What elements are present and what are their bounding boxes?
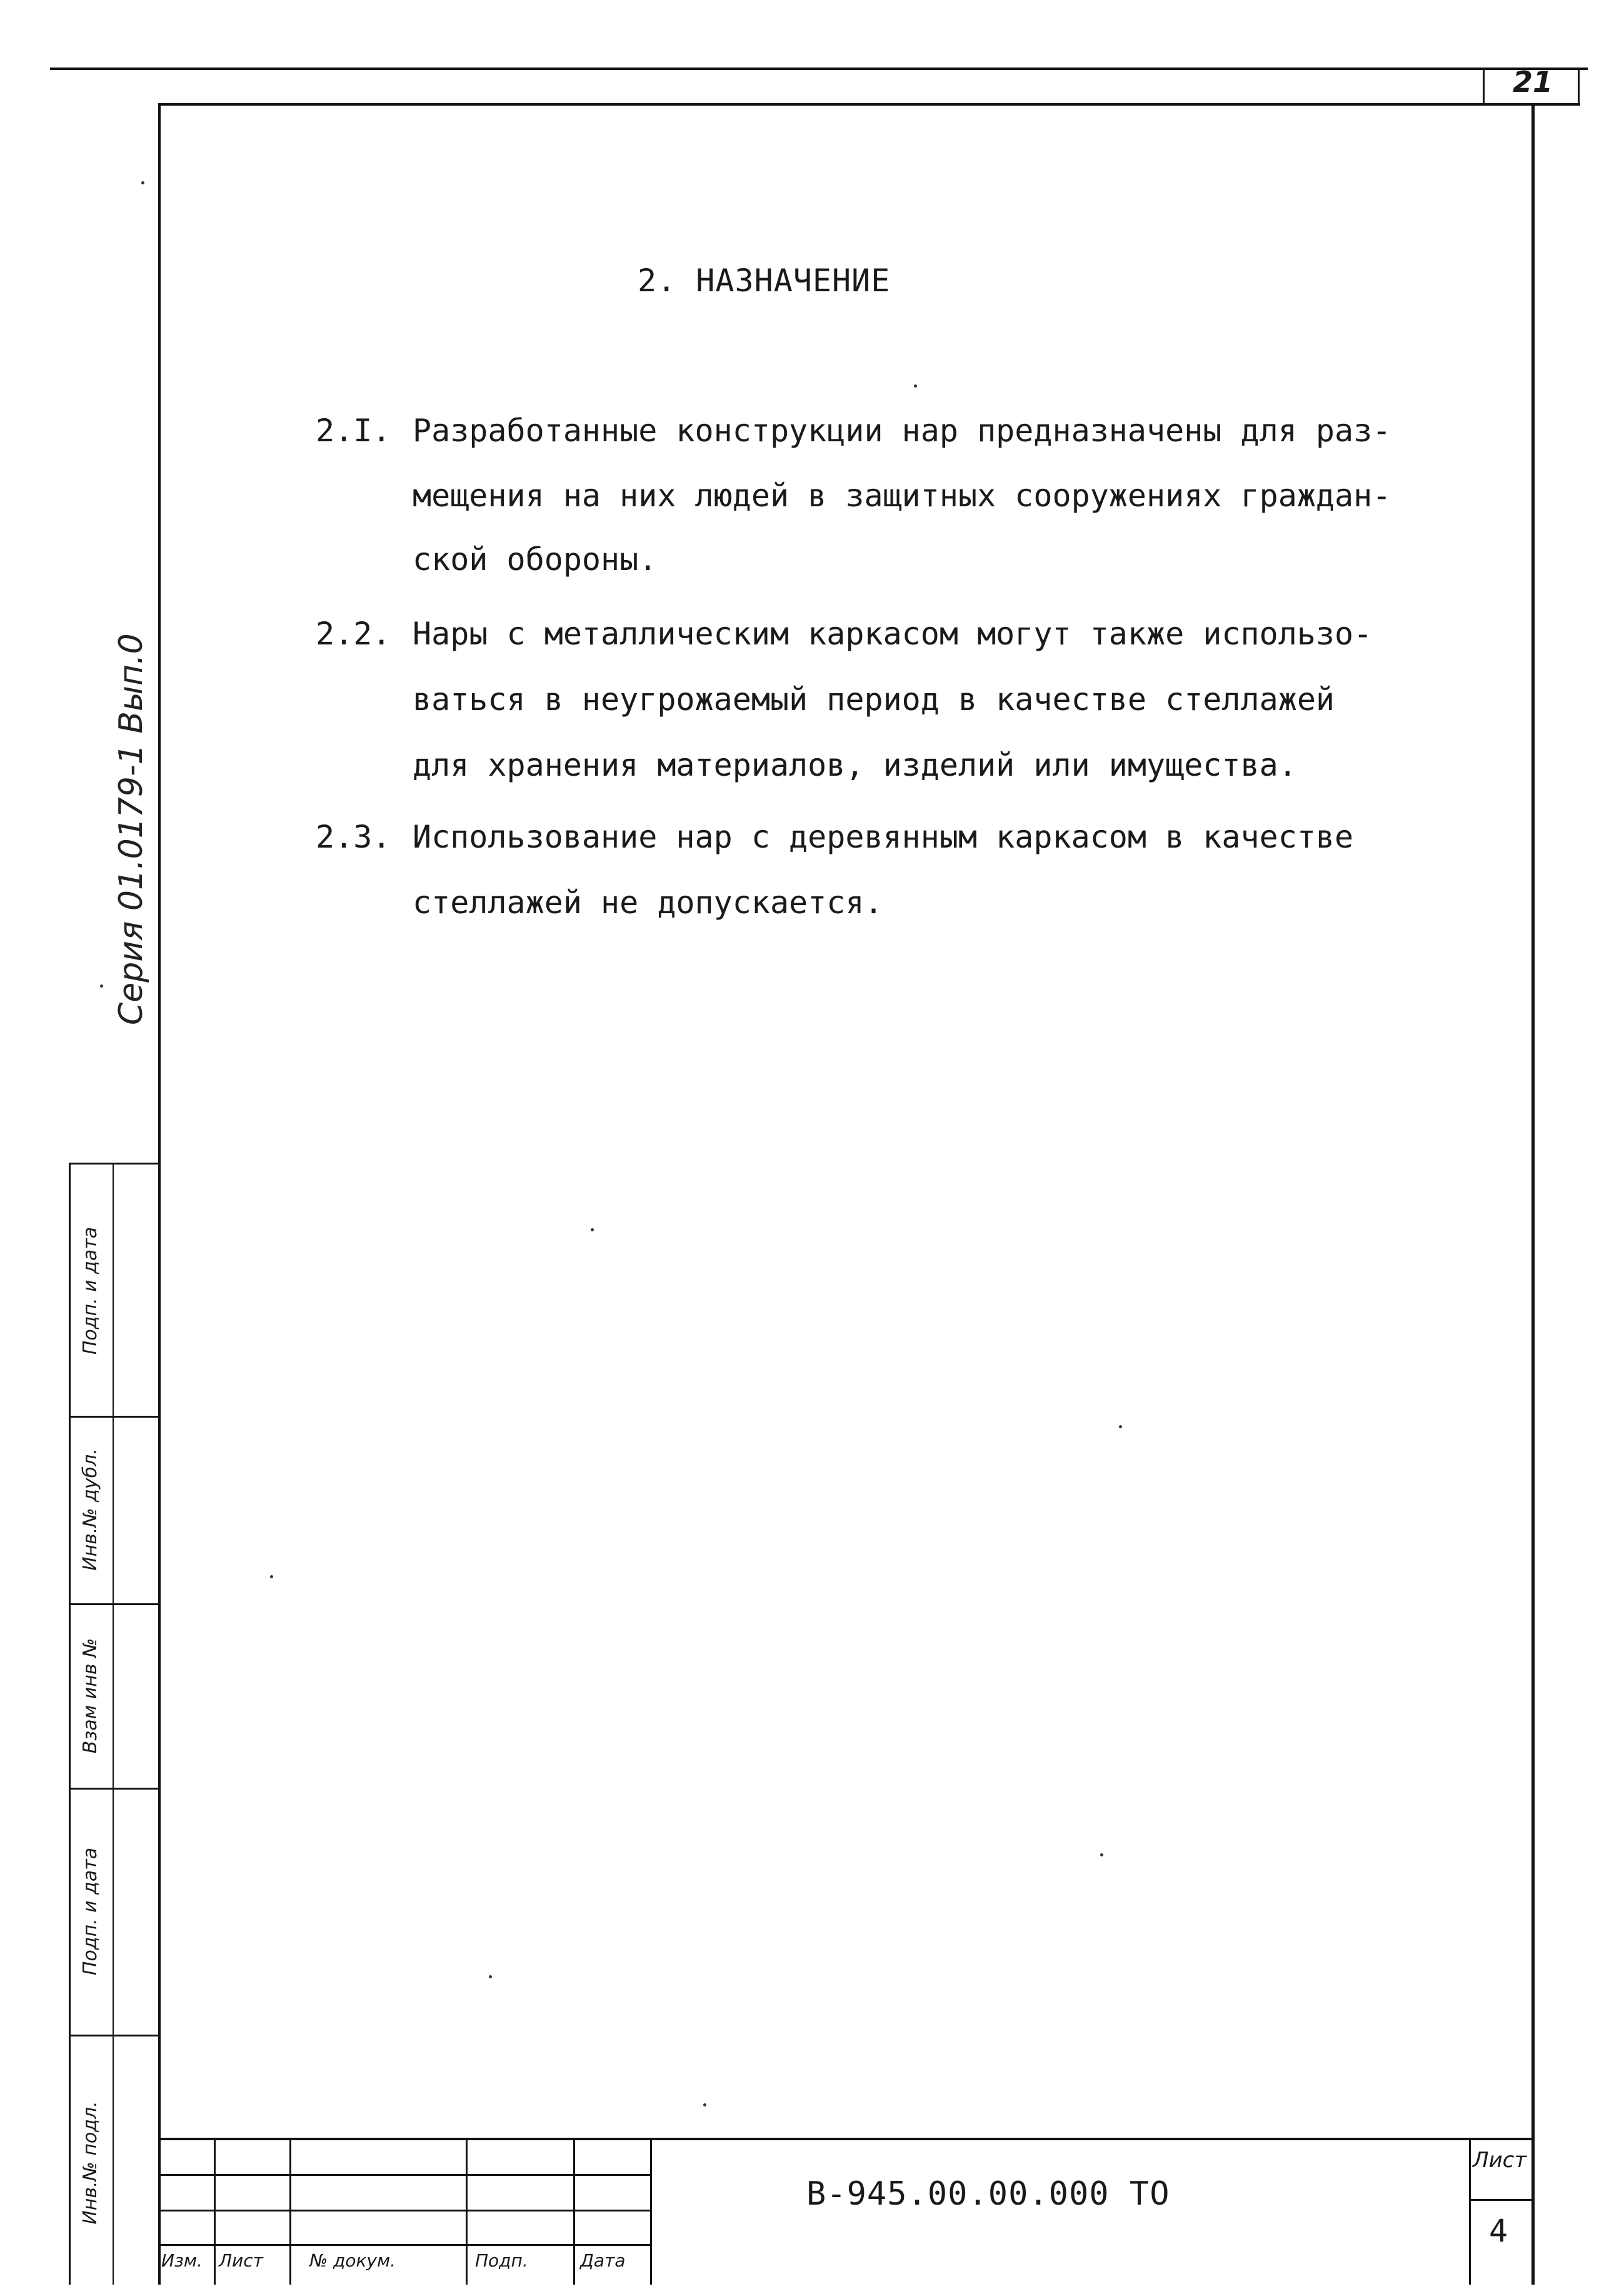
scan-speck xyxy=(489,1975,492,1978)
paragraph-line: для хранения материалов, изделий или имущества. xyxy=(413,747,1297,783)
sheet-cell-divider xyxy=(1469,2199,1533,2201)
paragraph-number: 2.I. xyxy=(316,413,391,449)
section-title: 2. НАЗНАЧЕНИЕ xyxy=(638,263,891,299)
stamp-podp-i-data-top: Подп. и дата xyxy=(79,1226,101,1355)
frame-left-border xyxy=(158,103,161,2285)
title-block-col xyxy=(466,2138,468,2285)
scan-speck xyxy=(914,384,917,388)
col-list-label: Лист xyxy=(219,2250,263,2271)
title-block-col xyxy=(650,2138,652,2285)
stamp-inv-dubl: Инв.№ дубл. xyxy=(79,1448,101,1571)
corner-box-left xyxy=(1483,68,1485,105)
paragraph-line: Разработанные конструкции нар предназначены для раз- xyxy=(413,413,1391,449)
col-data-label: Дата xyxy=(580,2250,626,2271)
paragraph-line: Использование нар с деревянным каркасом в качестве xyxy=(413,819,1354,855)
margin-series-label: Серия 01.0179-1 Вып.0 xyxy=(113,633,150,1025)
title-block-col xyxy=(573,2138,575,2285)
corner-box-right xyxy=(1578,68,1580,105)
title-block-col xyxy=(289,2138,291,2285)
title-block-row xyxy=(158,2244,652,2246)
scan-speck xyxy=(1100,1853,1103,1856)
page-corner-number: 21 xyxy=(1513,65,1553,99)
frame-top-border xyxy=(158,103,1580,106)
paragraph-line: ской обороны. xyxy=(413,541,658,578)
title-block-row xyxy=(158,2210,652,2211)
paragraph-line: стеллажей не допускается. xyxy=(413,884,883,921)
col-podp-label: Подп. xyxy=(475,2250,528,2271)
margin-stamp-top xyxy=(69,1163,160,1165)
title-block-row xyxy=(158,2174,652,2176)
sheet-label: Лист xyxy=(1473,2148,1527,2173)
top-edge-line xyxy=(50,68,1588,70)
title-block-col xyxy=(214,2138,216,2285)
corner-box-bottom xyxy=(1483,103,1580,106)
scan-speck xyxy=(100,984,103,988)
margin-stamp-divider xyxy=(69,1788,160,1790)
margin-stamp-left xyxy=(69,1163,71,2285)
sheet-number: 4 xyxy=(1489,2213,1508,2249)
stamp-vzam-inv: Взам инв № xyxy=(79,1638,101,1754)
scan-speck xyxy=(703,2103,706,2106)
scan-speck xyxy=(1119,1425,1122,1428)
scan-speck xyxy=(591,1228,594,1231)
col-doc-label: № докум. xyxy=(309,2250,396,2271)
stamp-inv-podl: Инв.№ подл. xyxy=(79,2101,101,2225)
document-code: В-945.00.00.000 ТО xyxy=(806,2175,1170,2213)
margin-stamp-divider xyxy=(69,1416,160,1418)
paragraph-line: мещения на них людей в защитных сооружениях граждан- xyxy=(413,478,1391,514)
scan-speck xyxy=(141,181,144,184)
paragraph-line: Нары с металлическим каркасом могут также использо- xyxy=(413,616,1373,652)
frame-right-border xyxy=(1531,103,1535,2285)
margin-stamp-divider xyxy=(69,2035,160,2036)
title-block-top xyxy=(158,2138,1533,2140)
sheet-cell-left xyxy=(1469,2138,1471,2285)
scan-speck xyxy=(270,1575,273,1578)
paragraph-number: 2.3. xyxy=(316,819,391,855)
margin-stamp-inner xyxy=(113,1163,114,2285)
paragraph-number: 2.2. xyxy=(316,616,391,652)
paragraph-line: ваться в неугрожаемый период в качестве стеллажей xyxy=(413,681,1335,718)
col-izm-label: Изм. xyxy=(161,2250,203,2271)
stamp-podp-i-data-bottom: Подп. и дата xyxy=(79,1847,101,1976)
